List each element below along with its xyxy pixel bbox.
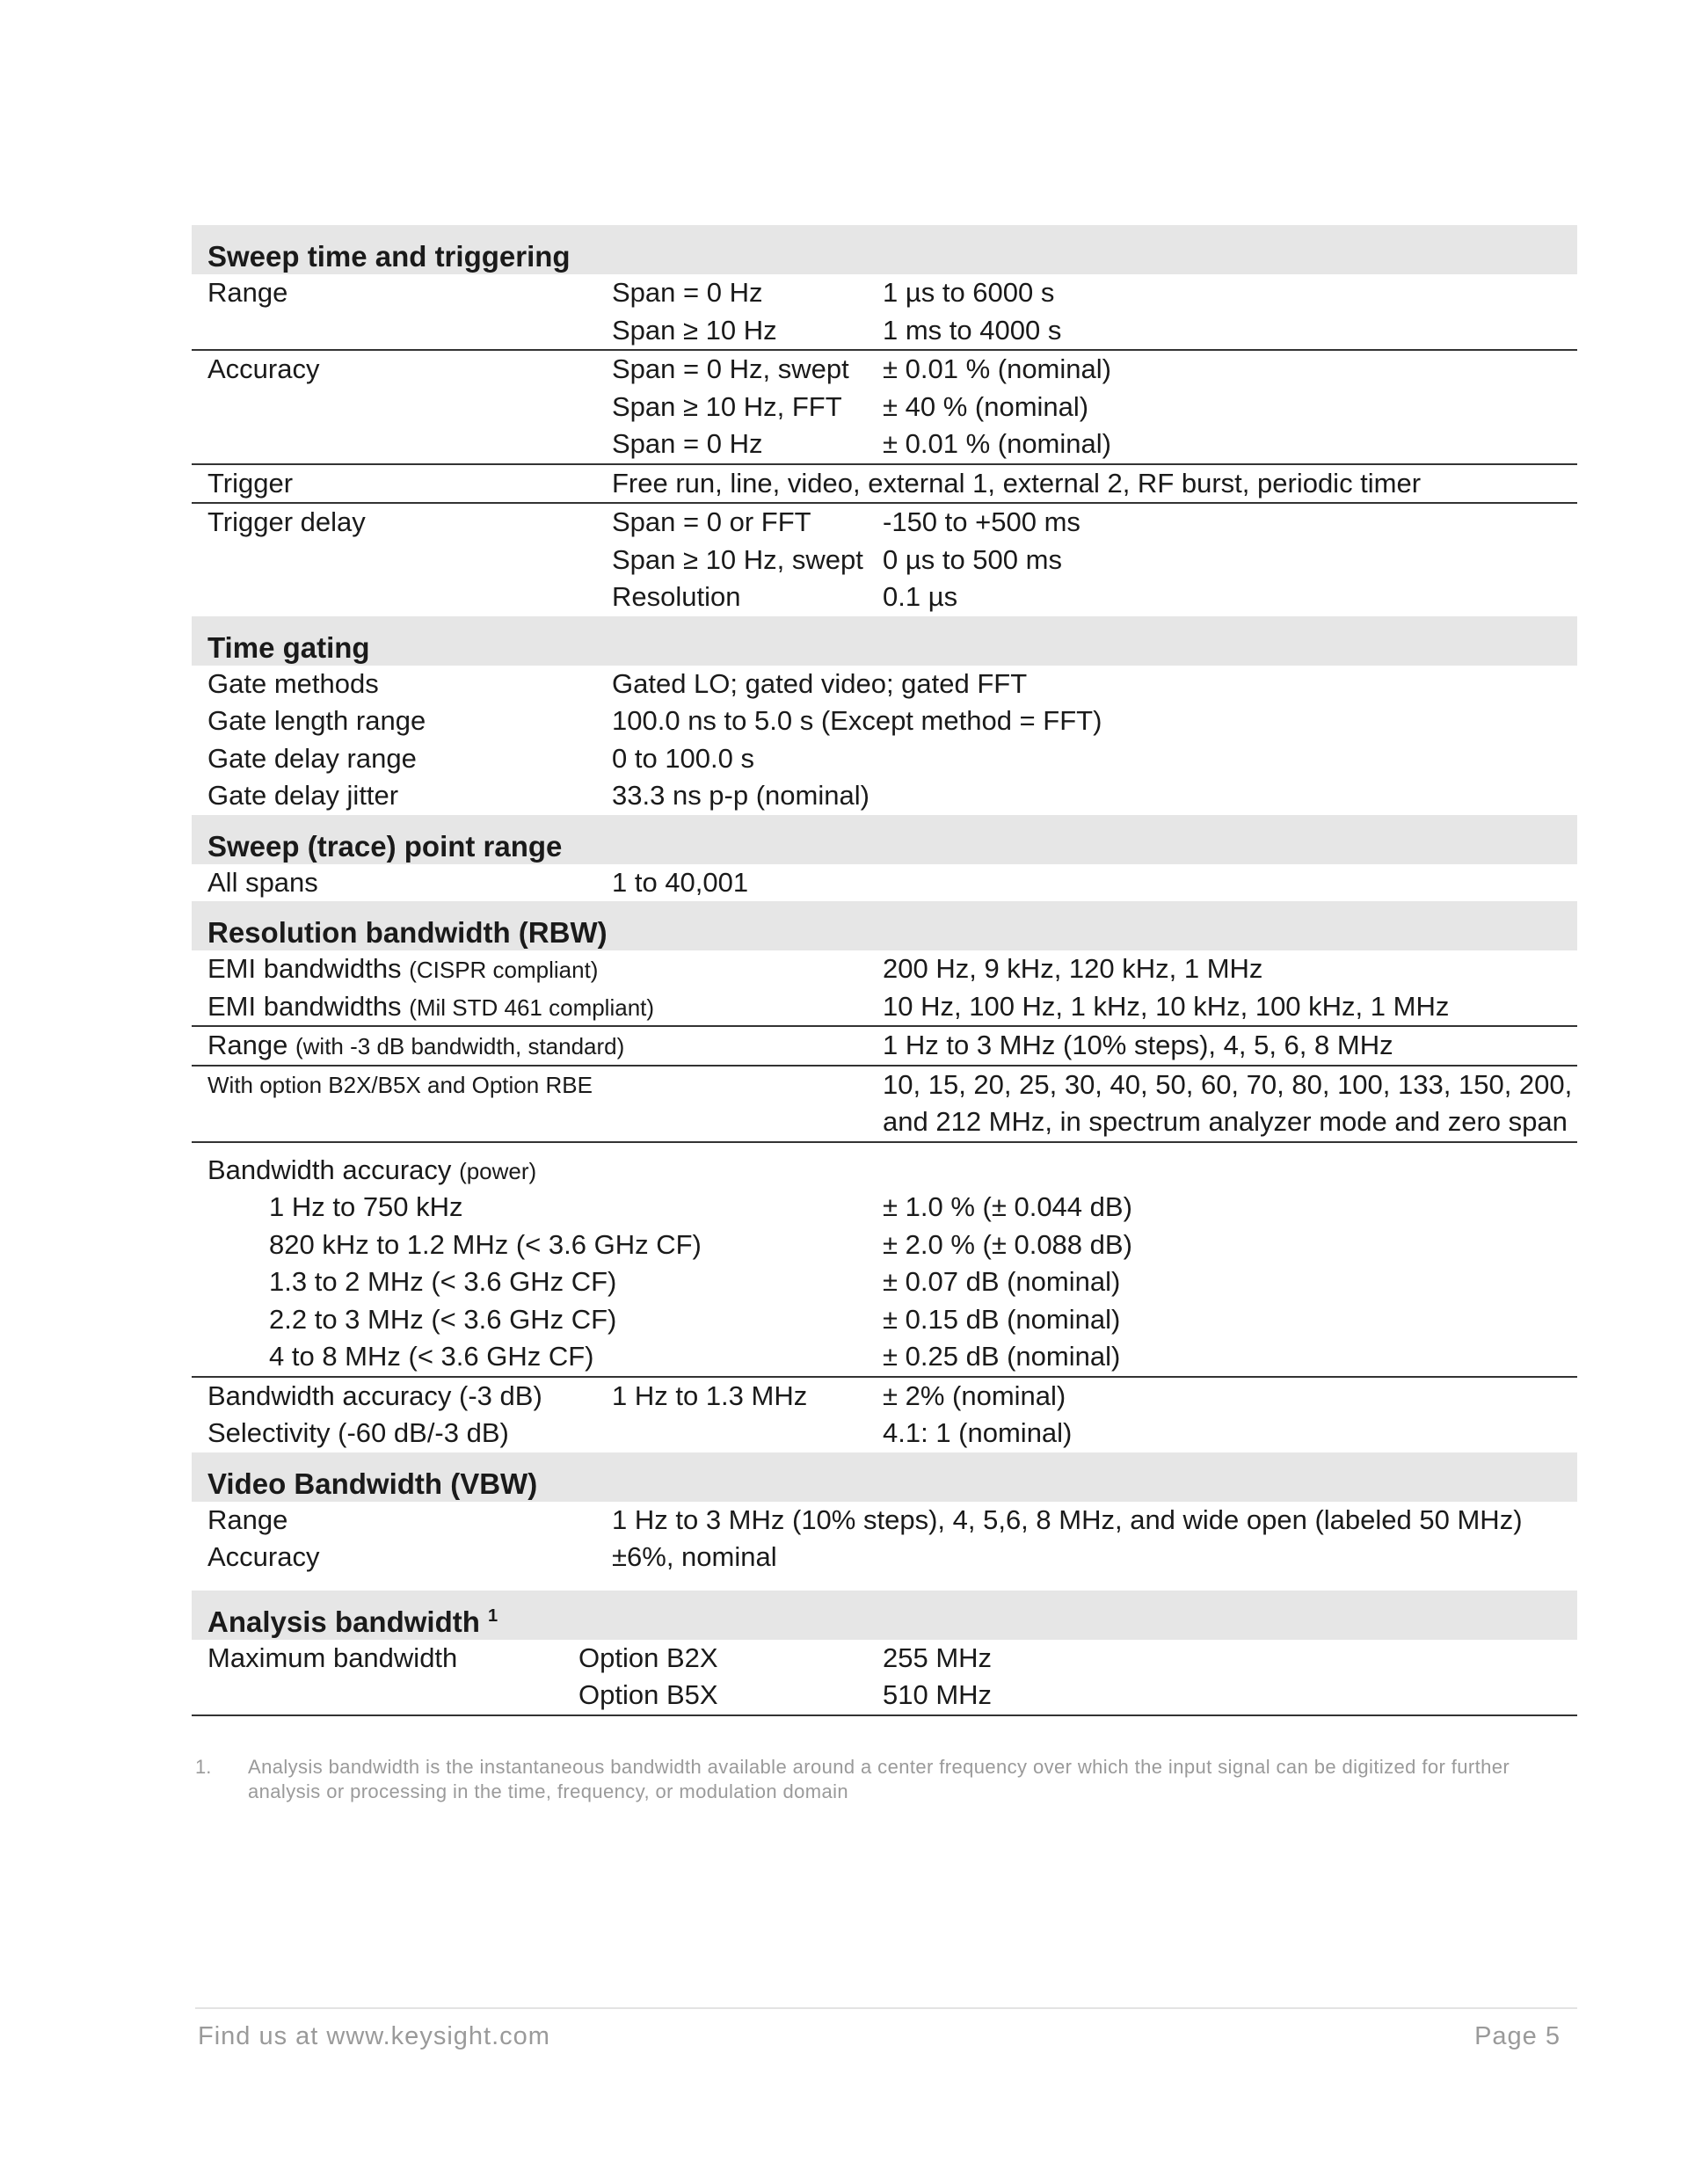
- table-row: [192, 988, 1577, 1026]
- table-row: [192, 1067, 1577, 1141]
- table-row: [192, 1227, 1577, 1264]
- value: 10, 15, 20, 25, 30, 40, 50, 60, 70, 80, 100, 133, 150, 200, and 212 MHz, in spectrum analyzer mode and zero span: [883, 1068, 1573, 1137]
- value: Free run, line, video, external 1, external 2, RF burst, periodic timer: [612, 467, 1422, 499]
- param-label: EMI bandwidths (CISPR compliant): [207, 953, 599, 984]
- table-row: [192, 389, 1577, 426]
- param-label: Trigger delay: [207, 506, 366, 537]
- table-row: [192, 864, 1577, 902]
- value: 33.3 ns p-p (nominal): [612, 780, 869, 811]
- param-label: Gate delay range: [207, 742, 417, 774]
- spec-group-points: [192, 864, 1577, 902]
- param-label: Trigger: [207, 467, 294, 499]
- table-row: [192, 1502, 1577, 1540]
- param-label: All spans: [207, 866, 318, 898]
- table-row: [192, 777, 1577, 815]
- param-label: Gate methods: [207, 667, 379, 699]
- value: ± 2.0 % (± 0.088 dB): [883, 1228, 1132, 1260]
- param-label: Accuracy: [207, 353, 320, 384]
- table-row: [192, 1378, 1577, 1416]
- table-row: [192, 1027, 1577, 1065]
- table-row: [192, 666, 1577, 703]
- footer-divider: [195, 2007, 1577, 2009]
- spec-group-rbw-range: [192, 1027, 1577, 1067]
- condition: 1 Hz to 1.3 MHz: [612, 1380, 808, 1411]
- table-row: [192, 504, 1577, 542]
- param-label: Accuracy: [207, 1541, 320, 1572]
- value: ± 0.15 dB (nominal): [883, 1303, 1121, 1335]
- value: ± 0.25 dB (nominal): [883, 1341, 1121, 1372]
- param-label: Selectivity (-60 dB/-3 dB): [207, 1417, 509, 1448]
- value: 0 µs to 500 ms: [883, 543, 1062, 575]
- condition: Span = 0 Hz: [612, 428, 763, 459]
- table-row: [192, 950, 1577, 988]
- table-row: [192, 1189, 1577, 1227]
- table-row: [192, 426, 1577, 463]
- spec-group-emi: [192, 950, 1577, 1027]
- spec-group-analysis: [192, 1640, 1577, 1716]
- section-header-analysis: Analysis bandwidth $^1$: [192, 1591, 1577, 1640]
- condition: Span ≥ 10 Hz, swept: [612, 543, 863, 575]
- spec-group-rbw-option: [192, 1067, 1577, 1143]
- param-label: Bandwidth accuracy (power): [207, 1154, 537, 1185]
- table-row: [192, 703, 1577, 740]
- table-row: [192, 1640, 1577, 1678]
- param-label: Range: [207, 1503, 288, 1535]
- table-row: [192, 1415, 1577, 1452]
- footnote-ref: 1: [488, 1605, 498, 1626]
- condition: Span = 0 Hz, swept: [612, 353, 849, 384]
- page-number: Page 5: [1474, 2022, 1561, 2050]
- spec-table: [192, 225, 1577, 1716]
- param-label: Bandwidth accuracy (-3 dB): [207, 1380, 542, 1411]
- param-label: Maximum bandwidth: [207, 1642, 458, 1673]
- param-label: Range: [207, 277, 288, 308]
- value: 510 MHz: [883, 1679, 993, 1710]
- value: 10 Hz, 100 Hz, 1 kHz, 10 kHz, 100 kHz, 1 MHz: [883, 990, 1450, 1022]
- table-row: [192, 542, 1577, 579]
- value: 1 ms to 4000 s: [883, 314, 1062, 346]
- footnote: [195, 1755, 1514, 1804]
- section-header-vbw: Video Bandwidth (VBW): [192, 1452, 1577, 1502]
- value: -150 to +500 ms: [883, 506, 1080, 537]
- value: 1 Hz to 3 MHz (10% steps), 4, 5,6, 8 MHz, and wide open (labeled 50 MHz): [612, 1503, 1523, 1535]
- value: 1 µs to 6000 s: [883, 277, 1055, 308]
- condition: Span = 0 Hz: [612, 277, 763, 308]
- spec-group-accuracy: [192, 351, 1577, 465]
- spec-group-gating: [192, 666, 1577, 815]
- value: 200 Hz, 9 kHz, 120 kHz, 1 MHz: [883, 953, 1263, 984]
- table-row: [192, 740, 1577, 778]
- table-row: [192, 312, 1577, 350]
- param-label: Range (with -3 dB bandwidth, standard): [207, 1030, 625, 1060]
- condition: Option B2X: [578, 1642, 718, 1673]
- spec-group-bw-accuracy: [192, 1152, 1577, 1378]
- section-header-sweep: Sweep time and triggering: [192, 225, 1577, 274]
- section-header-rbw: Resolution bandwidth (RBW): [192, 901, 1577, 950]
- value: ± 0.01 % (nominal): [883, 428, 1111, 459]
- table-row: [192, 579, 1577, 616]
- condition: Span = 0 or FFT: [612, 506, 811, 537]
- param-label: With option B2X/B5X and Option RBE: [207, 1071, 593, 1098]
- param-label: EMI bandwidths (Mil STD 461 compliant): [207, 990, 655, 1022]
- value: 4.1: 1 (nominal): [883, 1417, 1073, 1448]
- condition: 2.2 to 3 MHz (< 3.6 GHz CF): [269, 1303, 617, 1335]
- footer-website[interactable]: Find us at www.keysight.com: [198, 2022, 550, 2050]
- condition: 4 to 8 MHz (< 3.6 GHz CF): [269, 1341, 594, 1372]
- section-header-gating: Time gating: [192, 616, 1577, 666]
- value: 0.1 µs: [883, 581, 958, 612]
- condition: Span ≥ 10 Hz, FFT: [612, 390, 842, 422]
- table-row: [192, 1539, 1577, 1576]
- value: 1 Hz to 3 MHz (10% steps), 4, 5, 6, 8 MHz: [883, 1030, 1393, 1060]
- value: Gated LO; gated video; gated FFT: [612, 667, 1028, 699]
- condition: Resolution: [612, 581, 741, 612]
- table-row: [192, 351, 1577, 389]
- value: ±6%, nominal: [612, 1541, 777, 1572]
- condition: 820 kHz to 1.2 MHz (< 3.6 GHz CF): [269, 1228, 702, 1260]
- value: 0 to 100.0 s: [612, 742, 755, 774]
- spec-group-bw-accuracy-3db: [192, 1378, 1577, 1452]
- condition: Span ≥ 10 Hz: [612, 314, 777, 346]
- value: 100.0 ns to 5.0 s (Except method = FFT): [612, 705, 1102, 736]
- spec-group-trigger-delay: [192, 504, 1577, 616]
- value: ± 0.01 % (nominal): [883, 353, 1111, 384]
- table-row: [192, 465, 1577, 503]
- table-row: [192, 1677, 1577, 1714]
- table-row: [192, 1338, 1577, 1376]
- condition: 1 Hz to 750 kHz: [269, 1191, 463, 1222]
- footnote-number: 1.: [195, 1756, 212, 1778]
- param-label: Gate length range: [207, 705, 426, 736]
- spec-group-range: [192, 274, 1577, 351]
- table-row: [192, 1152, 1577, 1190]
- value: 1 to 40,001: [612, 866, 749, 898]
- section-header-points: Sweep (trace) point range: [192, 815, 1577, 864]
- table-row: [192, 1301, 1577, 1339]
- spec-group-trigger: [192, 465, 1577, 505]
- param-label: Gate delay jitter: [207, 780, 399, 811]
- value: 255 MHz: [883, 1642, 993, 1673]
- value: ± 2% (nominal): [883, 1380, 1066, 1411]
- condition: Option B5X: [578, 1679, 718, 1710]
- footnote-text: Analysis bandwidth is the instantaneous bandwidth available around a center frequency over which the input signal can be digitized for further analysis or processing in the time, frequency, or modulation domain: [248, 1756, 1510, 1802]
- value: ± 0.07 dB (nominal): [883, 1266, 1121, 1297]
- value: ± 40 % (nominal): [883, 390, 1089, 422]
- table-row: [192, 274, 1577, 312]
- table-row: [192, 1263, 1577, 1301]
- value: ± 1.0 % (± 0.044 dB): [883, 1191, 1132, 1222]
- spec-group-vbw: [192, 1502, 1577, 1576]
- condition: 1.3 to 2 MHz (< 3.6 GHz CF): [269, 1266, 617, 1297]
